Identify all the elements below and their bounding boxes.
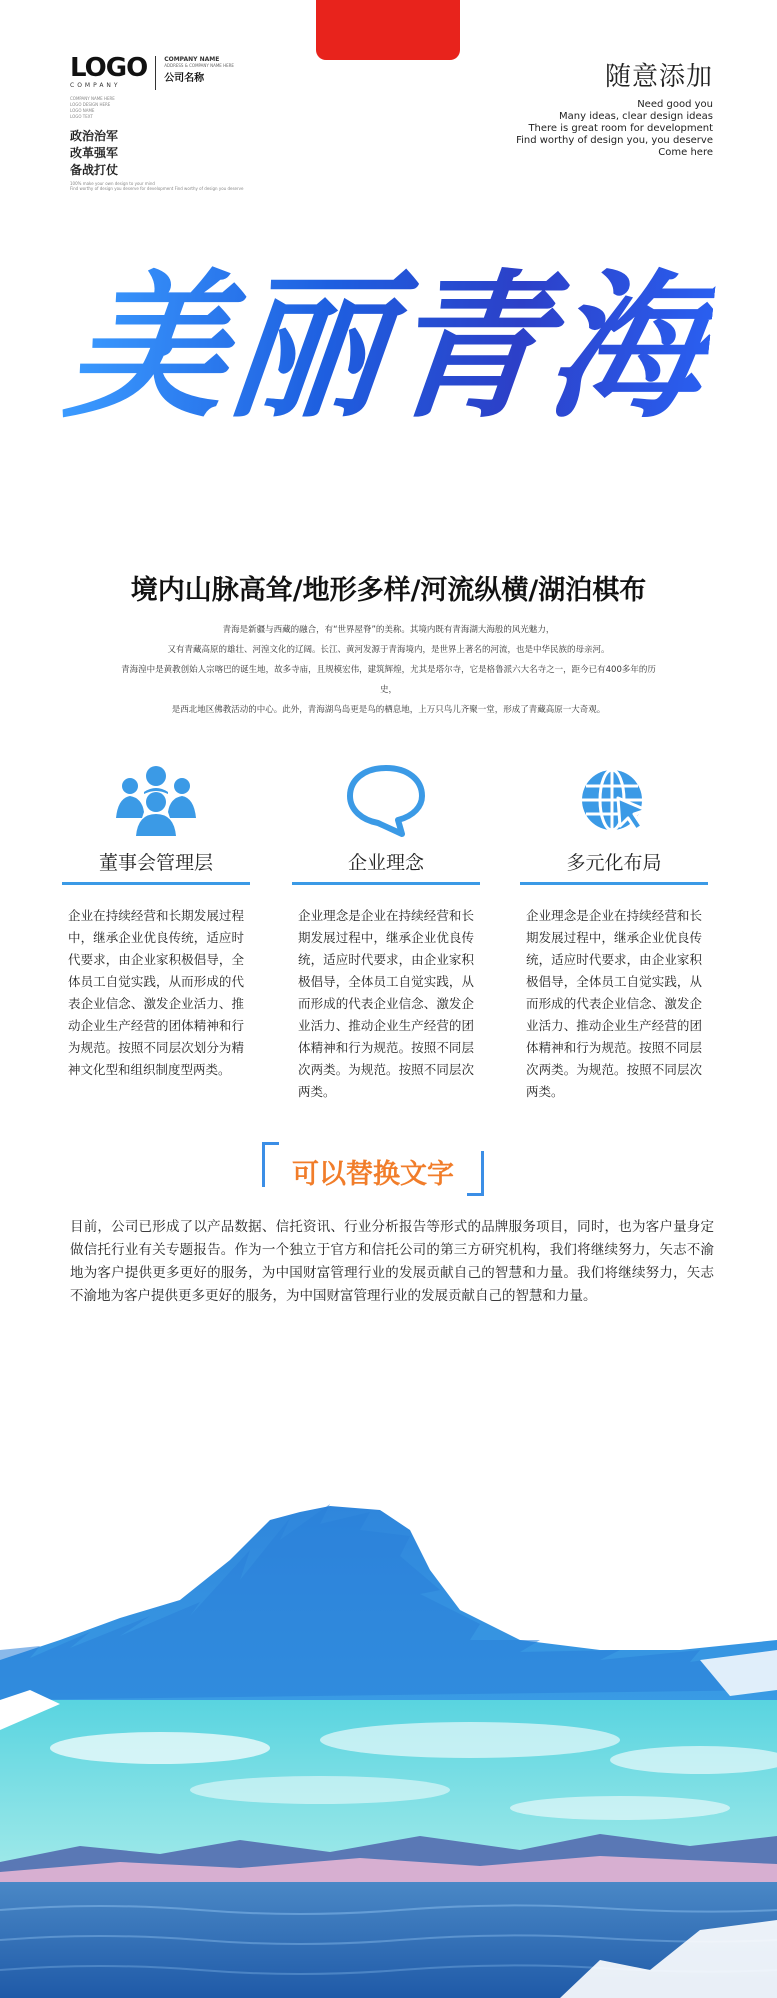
logo-mark: LOGO (70, 53, 148, 83)
feature-underline (292, 882, 480, 885)
globe-cursor-icon (572, 762, 656, 838)
company-name-en: COMPANY NAME (164, 56, 220, 63)
intro-line: 青海湟中是黄教创始人宗喀巴的诞生地，故多寺庙，且规模宏伟，建筑辉煌，尤其是塔尔寺，它是格鲁派六大名寺之一，距今已有400多年的历史， (121, 665, 656, 695)
feature-underline (62, 882, 250, 885)
main-title (0, 255, 777, 440)
logo-block (70, 53, 270, 191)
top-right-line: Many ideas, clear design ideas (559, 111, 713, 122)
tiny-line: LOGO NAME (70, 108, 95, 113)
top-right-lines (413, 99, 713, 159)
feature-diversification (520, 762, 708, 1103)
feature-title: 企业理念 (347, 852, 424, 874)
feature-title: 多元化布局 (566, 852, 662, 874)
company-paragraph: 目前，公司已形成了以产品数据、信托资讯、行业分析报告等形式的品牌服务项目，同时，也为客户量身定做信托行业有关专题报告。作为一个独立于官方和信托公司的第三方研究机构，我们将继续努力，矢志不渝地为客户提供更多更好的服务，为中国财富管理行业的发展贡献自己的智慧和力量。我们将继续努力，矢志不渝地为客户提供更多更好的服务，为中国财富管理行业的发展贡献自己的智慧和力量。 (70, 1219, 714, 1304)
intro-line: 是西北地区佛教活动的中心。此外，青海湖鸟岛更是鸟的栖息地，上万只鸟儿齐聚一堂，形成了青藏高原一大奇观。 (171, 705, 606, 715)
replaceable-title-box (262, 1142, 484, 1196)
top-right-line: Come here (658, 147, 713, 158)
tiny-line: Find worthy of design you deserve for development Find worthy of design you deserve (70, 186, 244, 191)
slogan-line: 备战打仗 (70, 163, 119, 177)
feature-philosophy (292, 762, 480, 1103)
top-right-line: Find worthy of design you, you deserve (516, 135, 713, 146)
tiny-line: LOGO DESIGN HERE (70, 102, 111, 107)
logo-row (70, 53, 270, 90)
chat-bubble-icon (344, 762, 428, 838)
top-right-line: Need good you (637, 99, 713, 110)
intro-line: 青海是新疆与西藏的融合，有“世界屋脊”的美称。其境内既有青海湖大海般的风光魅力， (222, 625, 555, 635)
top-right-block (413, 56, 713, 159)
top-right-line: There is great room for development (528, 123, 713, 134)
feature-management (62, 762, 250, 1081)
tiny-line: LOGO TEXT (70, 114, 93, 119)
intro-line: 又有青藏高原的雄壮、河湟文化的辽阔。长江、黄河发源于青海境内，是世界上著名的河流，也是中华民族的母亲河。 (167, 645, 610, 655)
company-info (164, 56, 234, 84)
main-title-text: 美丽青海 (58, 255, 719, 440)
top-red-tab (316, 0, 460, 60)
replaceable-title: 可以替换文字 (292, 1159, 454, 1190)
feature-body: 企业在持续经营和长期发展过程中，继承企业优良传统，适应时代要求，由企业家积极倡导，全体员工自觉实践，从而形成的代表企业信念、激发企业活力、推动企业生产经营的团体精神和行为规范。按照不同层次划分为精神文化型和组织制度型两类。 (68, 908, 244, 1077)
team-icon (114, 762, 198, 838)
subtitle: 境内山脉高耸/地形多样/河流纵横/湖泊棋布 (130, 575, 647, 606)
slogan (70, 128, 270, 179)
mountain-lake-image (0, 1490, 777, 1998)
tiny-line: 100% make your own design to your mind (70, 181, 155, 186)
logo-sub-word: COMPANY (70, 82, 121, 89)
feature-body: 企业理念是企业在持续经营和长期发展过程中，继承企业优良传统，适应时代要求，由企业家积极倡导，全体员工自觉实践，从而形成的代表企业信念、激发企业活力、推动企业生产经营的团体精神和行为规范。按照不同层次两类。为规范。按照不同层次两类。 (298, 908, 474, 1099)
tiny-line: COMPANY NAME HERE (70, 96, 115, 101)
logo (70, 53, 148, 89)
feature-title: 董事会管理层 (98, 852, 213, 874)
top-right-title: 随意添加 (604, 62, 713, 92)
feature-body: 企业理念是企业在持续经营和长期发展过程中，继承企业优良传统，适应时代要求，由企业家积极倡导，全体员工自觉实践，从而形成的代表企业信念、激发企业活力、推动企业生产经营的团体精神和行为规范。按照不同层次两类。为规范。按照不同层次两类。 (526, 908, 702, 1099)
logo-divider (155, 56, 156, 90)
feature-underline (520, 882, 708, 885)
landscape-illustration (0, 1490, 777, 1998)
company-name-cn: 公司名称 (164, 73, 205, 84)
slogan-tiny-text (70, 181, 270, 191)
intro-text (120, 620, 657, 720)
slogan-line: 改革强军 (70, 146, 119, 160)
company-address: ADDRESS & COMPANY NAME HERE (164, 63, 234, 68)
slogan-line: 政治治军 (70, 129, 119, 143)
logo-tiny-text (70, 96, 270, 120)
